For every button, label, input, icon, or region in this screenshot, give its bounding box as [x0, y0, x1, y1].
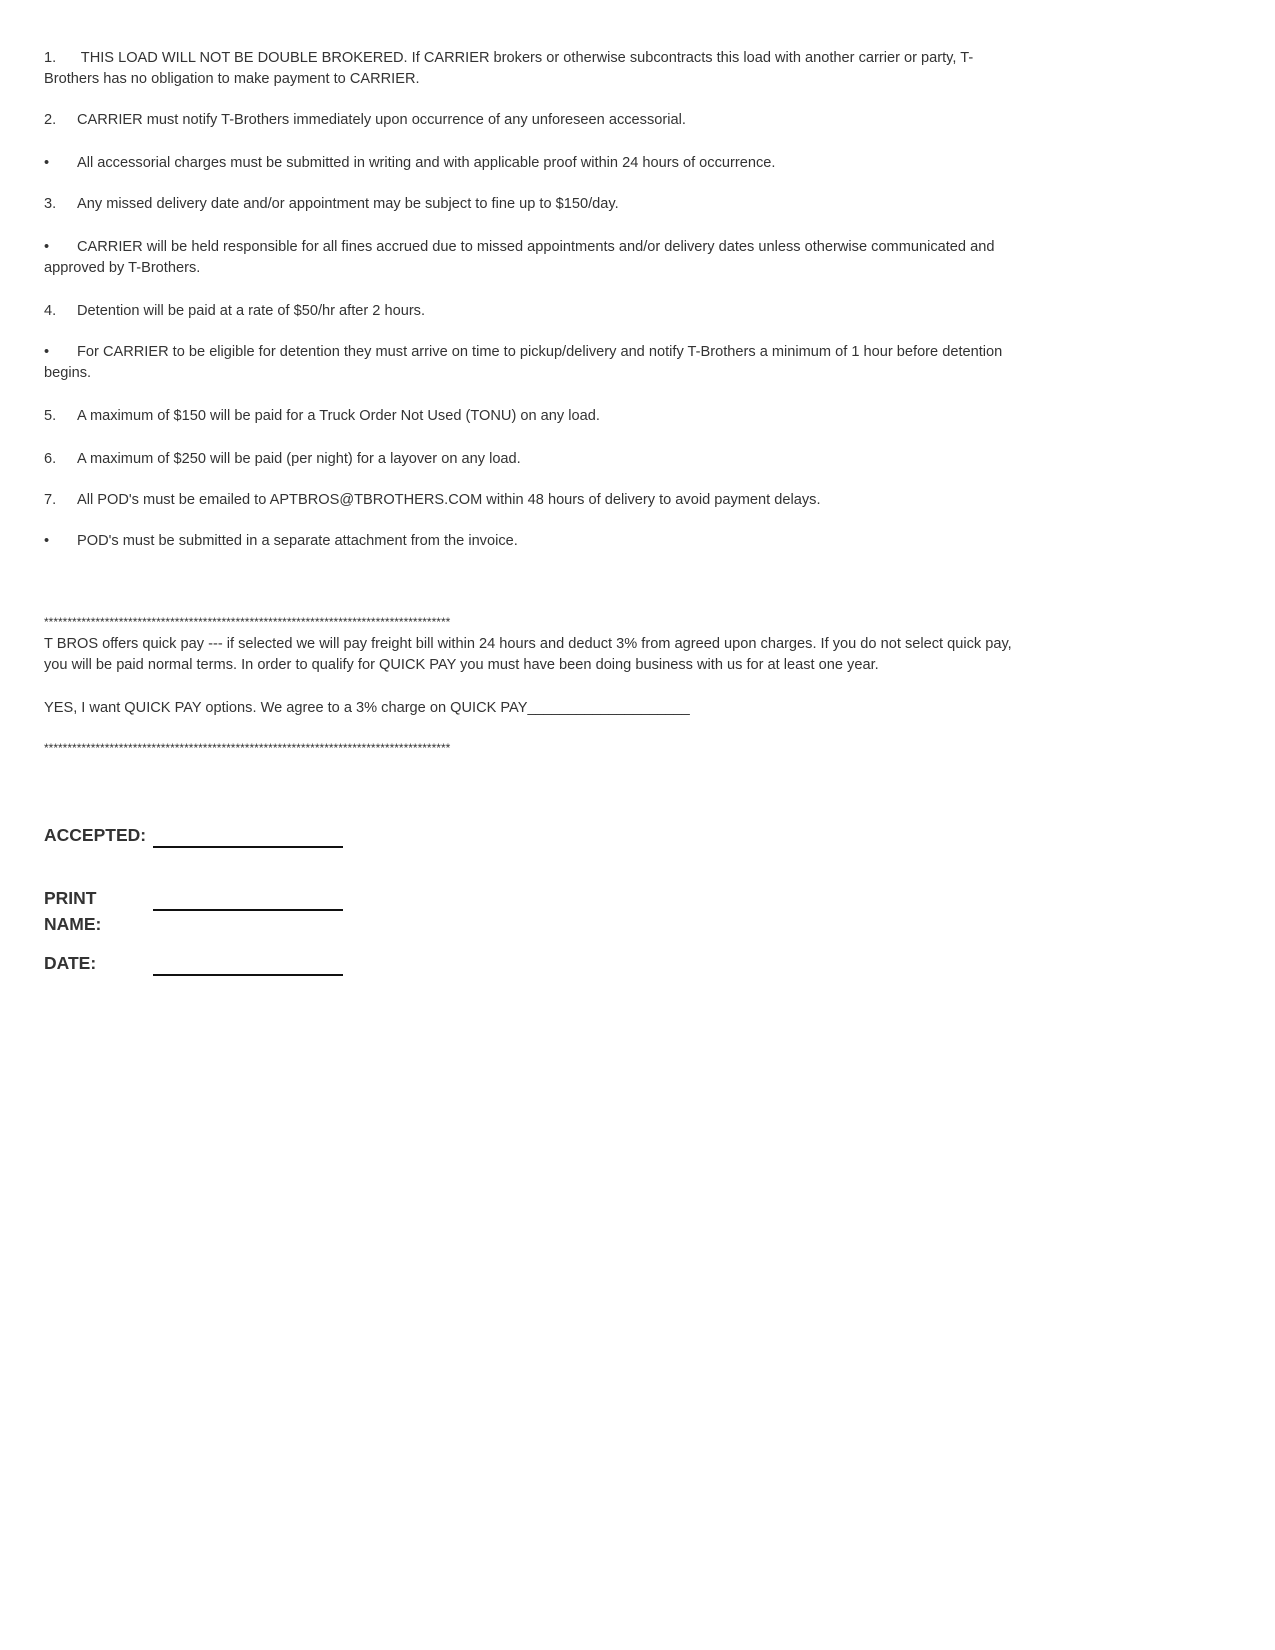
term-marker: 7. — [44, 492, 57, 508]
term-text: All POD's must be emailed to APTBROS@TBROTHERS.COM within 48 hours of delivery to avoid payment delays. — [77, 492, 821, 508]
term-text: POD's must be submitted in a separate attachment from the invoice. — [77, 533, 518, 549]
term-1 — [44, 48, 1024, 90]
term-marker: 3. — [44, 196, 57, 212]
bullet-marker: • — [44, 239, 50, 255]
term-text: THIS LOAD WILL NOT BE DOUBLE BROKERED. If CARRIER brokers or otherwise subcontracts this load with another carrier or party, T-Brothers has no obligation to make payment to CARRIER. — [44, 50, 974, 87]
term-3-bullet — [44, 237, 1024, 279]
term-marker: 1. — [44, 50, 57, 66]
term-text: Detention will be paid at a rate of $50/hr after 2 hours. — [77, 303, 426, 319]
print-name-label-line-2: NAME: — [44, 914, 102, 934]
term-3 — [44, 194, 1024, 215]
term-4 — [44, 301, 1024, 322]
date-label: DATE: — [44, 953, 97, 973]
print-name-label-line-1: PRINT — [44, 888, 97, 908]
term-marker: 4. — [44, 303, 57, 319]
bullet-marker: • — [44, 344, 50, 360]
quick-pay-description: T BROS offers quick pay --- if selected we will pay freight bill within 24 hours and deduct 3% from agreed upon charges. If you do not select quick pay, you will be paid normal terms. In order to qualify for QUICK PAY you must have been doing business with us for at least one year. — [44, 636, 1012, 673]
bullet-marker: • — [44, 155, 50, 171]
term-text: A maximum of $250 will be paid (per night) for a layover on any load. — [77, 451, 521, 467]
accepted-row — [44, 822, 444, 872]
date-row — [44, 950, 444, 1000]
term-marker: 5. — [44, 408, 57, 424]
term-7 — [44, 490, 1024, 511]
term-6 — [44, 449, 1024, 470]
term-4-bullet — [44, 342, 1024, 384]
term-marker: 2. — [44, 112, 57, 128]
print-name-line[interactable] — [153, 909, 343, 911]
bullet-marker: • — [44, 533, 50, 549]
term-marker: 6. — [44, 451, 57, 467]
spacer — [44, 552, 1024, 615]
date-line[interactable] — [153, 974, 343, 976]
accepted-label: ACCEPTED: — [44, 825, 147, 845]
quick-pay-agree-line: YES, I want QUICK PAY options. We agree to a 3% charge on QUICK PAY____________________ — [44, 700, 690, 716]
stars-divider-top: *************************************************************************************** — [44, 615, 451, 629]
term-2 — [44, 110, 1024, 131]
term-text: A maximum of $150 will be paid for a Truck Order Not Used (TONU) on any load. — [77, 408, 600, 424]
term-2-bullet — [44, 153, 1024, 174]
print-name-row — [44, 885, 444, 945]
term-text: All accessorial charges must be submitted in writing and with applicable proof within 24 hours of occurrence. — [77, 155, 776, 171]
stars-divider-bottom: *************************************************************************************** — [44, 741, 451, 755]
term-text: CARRIER will be held responsible for all fines accrued due to missed appointments and/or delivery dates unless otherwise communicated and approved by T-Brothers. — [44, 239, 995, 276]
accepted-signature-line[interactable] — [153, 846, 343, 848]
term-7-bullet — [44, 531, 1024, 552]
terms-document — [44, 48, 1024, 755]
term-text: Any missed delivery date and/or appointment may be subject to fine up to $150/day. — [77, 196, 619, 212]
term-5 — [44, 406, 1024, 427]
term-text: CARRIER must notify T-Brothers immediately upon occurrence of any unforeseen accessorial. — [77, 112, 686, 128]
print-name-label — [44, 885, 154, 937]
term-text: For CARRIER to be eligible for detention they must arrive on time to pickup/delivery and notify T-Brothers a minimum of 1 hour before detention begins. — [44, 344, 1003, 381]
